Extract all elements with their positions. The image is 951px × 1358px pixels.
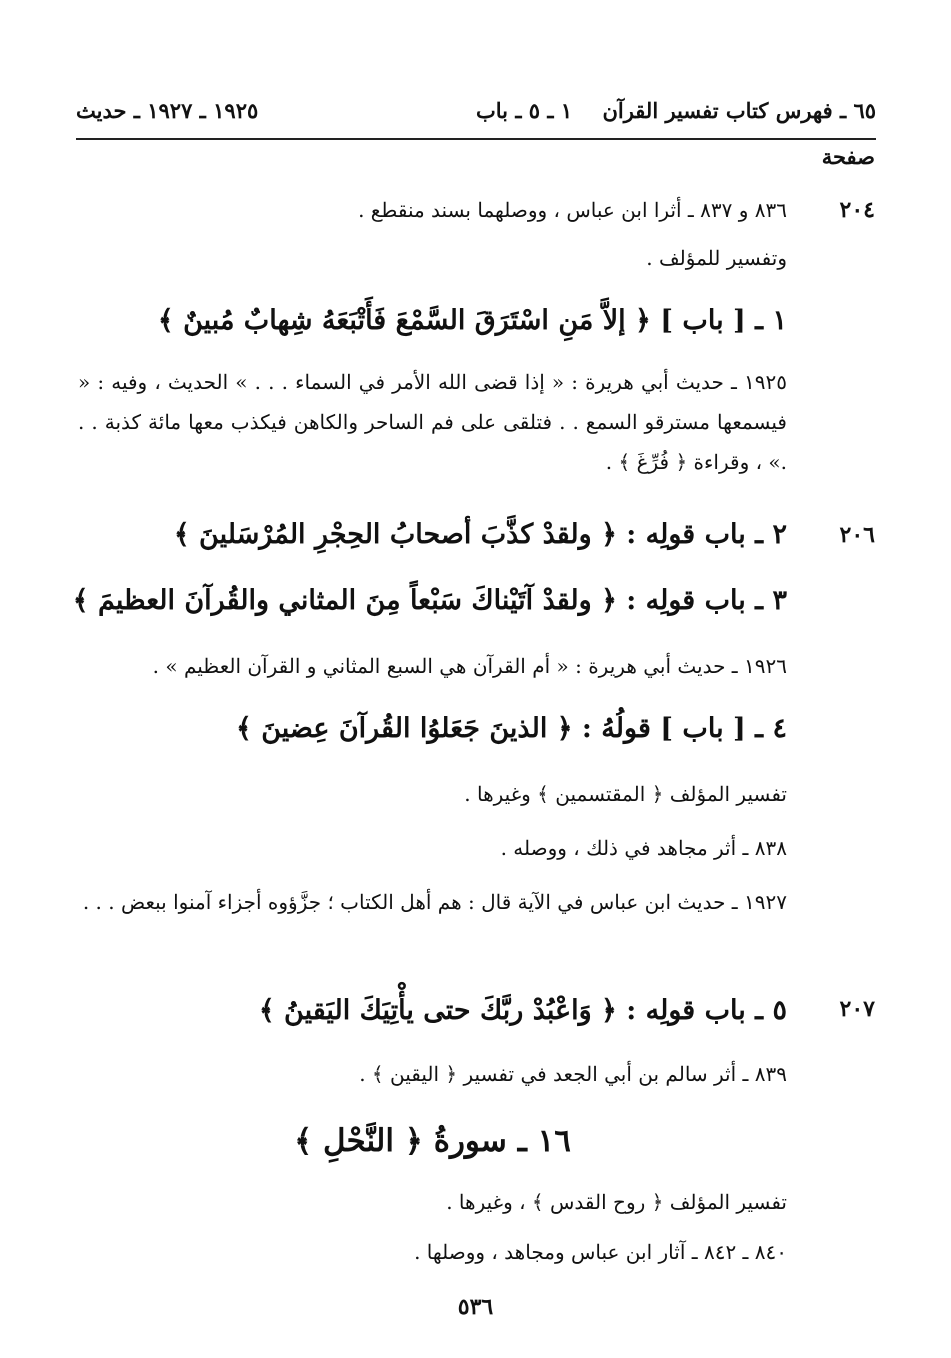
page-number: ٥٣٦ xyxy=(457,1294,494,1320)
hadith-1927: ١٩٢٧ ـ حديث ابن عباس في الآية قال : هم أهل الكتاب ؛ جزَّؤوه أجزاء آمنوا ببعض . . . xyxy=(82,890,787,914)
hadith-1926: ١٩٢٦ ـ حديث أبي هريرة : « أم القرآن هي السبع المثاني و القرآن العظيم » . xyxy=(152,654,787,678)
athar-838: ٨٣٨ ـ أثر مجاهد في ذلك ، ووصله . xyxy=(500,836,787,860)
header-hadith-range: ١٩٢٥ ـ ١٩٢٧ ـ حديث xyxy=(76,98,259,123)
bab-1-heading: ١ ـ [ باب ] ﴿ إلاَّ مَنِ اسْتَرَقَ السَّمْعَ فَأَتْبَعَهُ شِهابٌ مُبينٌ ﴾ xyxy=(157,305,787,336)
bab-5-heading: ٥ ـ باب قولِه : ﴿ وَاعْبُدْ ربَّكَ حتى يأْتِيَكَ اليَقينُ ﴾ xyxy=(258,995,787,1026)
entry-athar-836-837: ٨٣٦ و ٨٣٧ ـ أثرا ابن عباس ، ووصلهما بسند منقطع . xyxy=(358,198,787,222)
bab-4-heading: ٤ ـ [ باب ] قولُهُ : ﴿ الذينَ جَعَلوُا القُرآنَ عِضينَ ﴾ xyxy=(235,713,787,744)
running-header xyxy=(76,98,876,130)
page-ref-207: ٢٠٧ xyxy=(839,996,875,1022)
athar-839: ٨٣٩ ـ أثر سالم بن أبي الجعد في تفسير ﴿ اليقين ﴾ . xyxy=(359,1062,787,1086)
bab-2-heading: ٢ ـ باب قولِه : ﴿ ولقدْ كذَّبَ أصحابُ الحِجْرِ المُرْسَلينَ ﴾ xyxy=(173,519,787,550)
surah-16-heading: ١٦ ـ سورةُ ﴿ النَّحْلِ ﴾ xyxy=(294,1123,571,1159)
page-ref-204: ٢٠٤ xyxy=(839,197,875,223)
athar-840-842: ٨٤٠ ـ ٨٤٢ ـ آثار ابن عباس ومجاهد ، ووصلها . xyxy=(414,1240,787,1264)
bab-3-heading: ٣ ـ باب قولِه : ﴿ ولقدْ آتَيْناكَ سَبْعاً مِنَ المثاني والقُرآنَ العظيمَ ﴾ xyxy=(72,585,787,616)
page-column-label: صفحة xyxy=(821,144,875,169)
entry-tafsir-note: وتفسير للمؤلف . xyxy=(646,246,787,270)
page-ref-206: ٢٠٦ xyxy=(839,522,875,548)
hadith-1925: ١٩٢٥ ـ حديث أبي هريرة : « إذا قضى الله الأمر في السماء . . . » الحديث ، وفيه : « فيسمعها مسترقو السمع . . فتلقى على فم الساحر والكاهن فيكذب معها مائة كذبة . . .» ، وقراءة ﴿ فُرِّغَ ﴾ . xyxy=(78,370,787,474)
header-chapter-title: ٦٥ ـ فهرس كتاب تفسير القرآن xyxy=(602,98,876,123)
header-bab-range: ١ ـ ٥ ـ باب xyxy=(476,98,573,123)
header-rule xyxy=(76,138,876,140)
tafsir-muqtasimin: تفسير المؤلف ﴿ المقتسمين ﴾ وغيرها . xyxy=(464,782,787,806)
tafsir-ruh-alqudus: تفسير المؤلف ﴿ روح القدس ﴾ ، وغيرها . xyxy=(446,1190,787,1214)
